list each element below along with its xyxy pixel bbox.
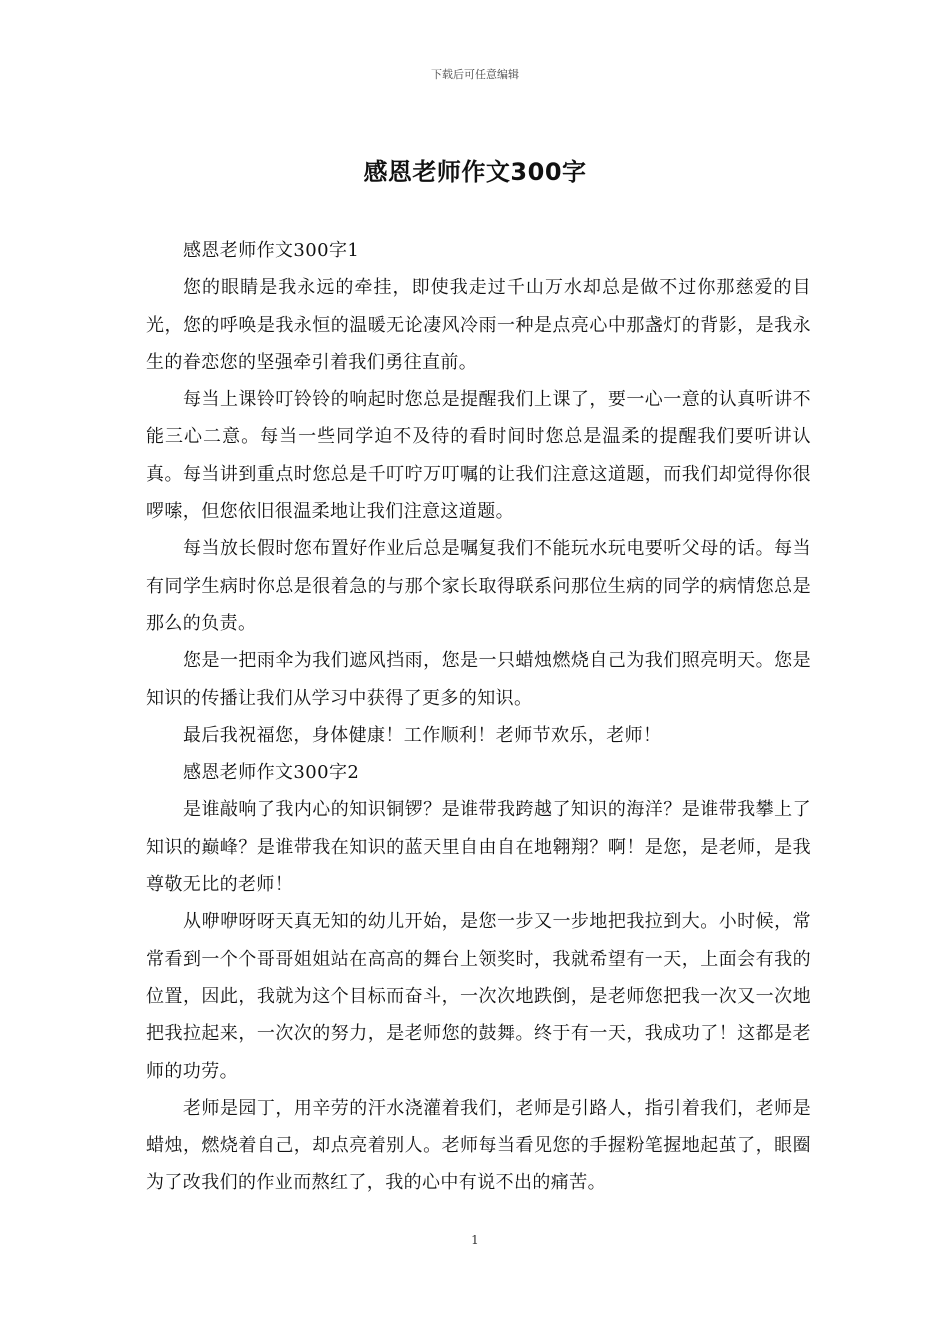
paragraph: 是谁敲响了我内心的知识铜锣？是谁带我跨越了知识的海洋？是谁带我攀上了知识的巅峰？是谁带我在知识的蓝天里自由自在地翱翔？啊！是您，是老师，是我尊敬无比的老师！ [146, 799, 811, 896]
paragraph: 老师是园丁，用辛劳的汗水浇灌着我们，老师是引路人，指引着我们，老师是蜡烛，燃烧着自己，却点亮着别人。老师每当看见您的手握粉笔握地起茧了，眼圈为了改我们的作业而熬红了，我的心中有说不出的痛苦。 [146, 1097, 811, 1194]
header-note: 下载后可任意编辑 [431, 68, 519, 81]
section-heading-1: 感恩老师作文300字1 [183, 240, 360, 261]
document-title: 感恩老师作文300字 [363, 158, 587, 186]
paragraph: 您是一把雨伞为我们遮风挡雨，您是一只蜡烛燃烧自己为我们照亮明天。您是知识的传播让我们从学习中获得了更多的知识。 [146, 650, 811, 709]
paragraph: 您的眼睛是我永远的牵挂，即使我走过千山万水却总是做不过你那慈爱的目光，您的呼唤是我永恒的温暖无论凄风冷雨一种是点亮心中那盏灯的背影，是我永生的眷恋您的坚强牵引着我们勇往直前。 [146, 277, 811, 373]
paragraph: 每当上课铃叮铃铃的响起时您总是提醒我们上课了，要一心一意的认真听讲不能三心二意。每当一些同学迫不及待的看时间时您总是温柔的提醒我们要听讲认真。每当讲到重点时您总是千叮咛万叮嘱的让我们注意这道题，而我们却觉得你很啰嗦，但您依旧很温柔地让我们注意这道题。 [146, 389, 811, 523]
paragraph: 从咿咿呀呀天真无知的幼儿开始，是您一步又一步地把我拉到大。小时候，常常看到一个个哥哥姐姐站在高高的舞台上领奖时，我就希望有一天，上面会有我的位置，因此，我就为这个目标而奋斗，一次次地跌倒，是老师您把我一次又一次地把我拉起来，一次次的努力，是老师您的鼓舞。终于有一天，我成功了！这都是老师的功劳。 [146, 911, 811, 1082]
document-body [146, 232, 811, 1202]
paragraph: 最后我祝福您，身体健康！工作顺利！老师节欢乐，老师！ [183, 724, 662, 746]
paragraph: 每当放长假时您布置好作业后总是嘱复我们不能玩水玩电要听父母的话。每当有同学生病时你总是很着急的与那个家长取得联系问那位生病的同学的病情您总是那么的负责。 [146, 538, 811, 634]
page-number: 1 [471, 1233, 479, 1247]
section-heading-2: 感恩老师作文300字2 [183, 762, 360, 784]
